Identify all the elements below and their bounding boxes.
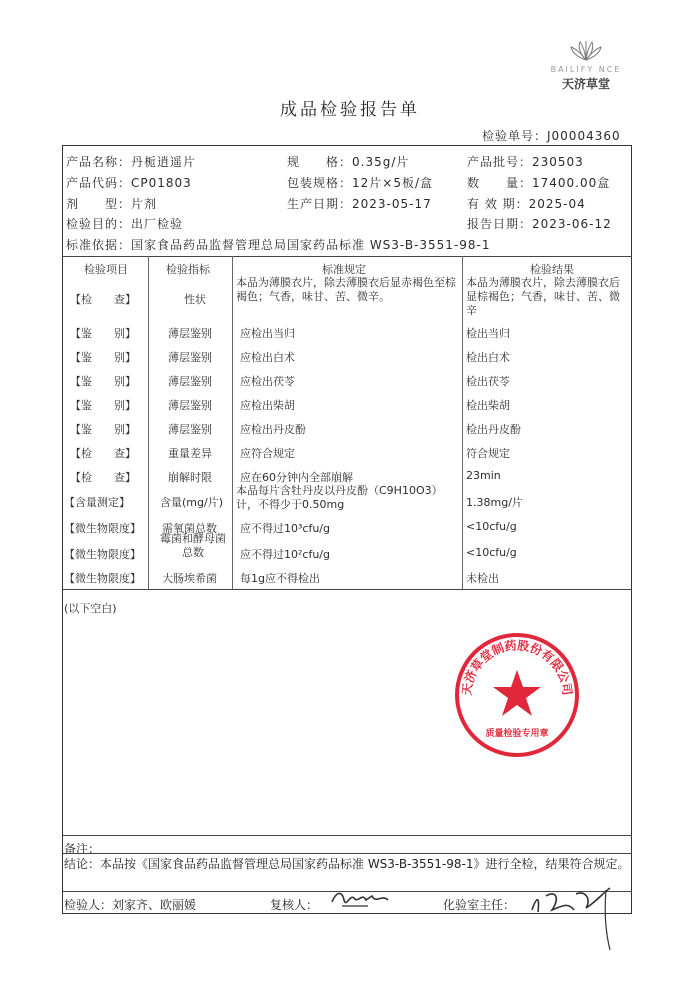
product-code: 产品代码：CP01803: [66, 176, 192, 190]
conclusion-divider: [62, 853, 632, 854]
table-row-result: 检出当归: [466, 327, 510, 340]
table-row-indicator: 崩解时限: [168, 471, 212, 484]
table-row-standard: 应检出丹皮酚: [240, 423, 306, 436]
batch-number: 产品批号：230503: [467, 155, 584, 169]
table-row-item: 【检 查】: [70, 471, 136, 484]
dosage-form: 剂 型：片剂: [66, 197, 158, 211]
table-row-indicator: 薄层鉴别: [168, 327, 212, 340]
table-row-standard: 应检出当归: [240, 327, 295, 340]
table-row-result: 检出丹皮酚: [466, 423, 521, 436]
remarks-divider: [62, 835, 632, 836]
svg-text:天济草堂制药股份有限公司: 天济草堂制药股份有限公司: [459, 638, 575, 697]
table-row-item: 【微生物限度】: [64, 548, 141, 561]
table-row-standard: 应检出柴胡: [240, 399, 295, 412]
product-spec: 规 格：0.35g/片: [287, 155, 410, 169]
table-row-result: 检出白术: [466, 351, 510, 364]
table-row-result: 符合规定: [466, 447, 510, 460]
table-row-standard: 每1g应不得检出: [240, 572, 320, 585]
table-row-item: 【微生物限度】: [64, 572, 141, 585]
table-row-item: 【含量测定】: [64, 496, 130, 509]
table-row-indicator: 大肠埃希菌: [162, 572, 217, 585]
report-number: 检验单号：J00004360: [482, 129, 621, 143]
table-row-indicator: 含量(mg/片): [160, 496, 223, 509]
package-spec: 包装规格：12片×5板/盒: [287, 176, 434, 190]
standard-basis: 标准依据：国家食品药品监督管理总局国家药品标准 WS3-B-3551-98-1: [66, 238, 491, 252]
report-date: 报告日期：2023-06-12: [467, 217, 612, 231]
remarks-label: 备注：: [64, 842, 101, 856]
expiry-date: 有 效 期：2025-04: [467, 197, 586, 211]
table-column-divider: [462, 256, 463, 589]
manufacture-date: 生产日期：2023-05-17: [287, 197, 432, 211]
inspection-purpose: 检验目的：出厂检验: [66, 217, 184, 231]
header-result: 检验结果: [530, 263, 574, 276]
table-row-result: 1.38mg/片: [466, 496, 523, 509]
seal-icon: [452, 630, 582, 760]
table-row-item: 【鉴 别】: [70, 375, 136, 388]
table-row-indicator: 需氧菌总数: [162, 522, 217, 535]
table-row-indicator: 薄层鉴别: [168, 399, 212, 412]
table-row-indicator: 薄层鉴别: [168, 423, 212, 436]
table-row-standard: 本品每片含牡丹皮以丹皮酚（C9H10O3）计，不得少于0.50mg: [236, 484, 443, 511]
header-standard: 标准规定: [322, 263, 366, 276]
table-column-divider: [148, 256, 149, 589]
table-row-standard: 应符合规定: [240, 447, 295, 460]
reviewer-label: 复核人：: [270, 898, 319, 912]
page-title: 成品检验报告单: [280, 100, 420, 120]
table-row-standard: 应不得过10²cfu/g: [240, 548, 330, 561]
table-column-divider: [232, 256, 233, 589]
table-row-item: 【检 查】: [70, 447, 136, 460]
company-logo: [538, 38, 634, 96]
table-row-result: 未检出: [466, 572, 499, 585]
table-row-standard: 应在60分钟内全部崩解: [240, 471, 353, 484]
table-row-indicator: 薄层鉴别: [168, 351, 212, 364]
table-bottom-border: [62, 589, 632, 590]
table-row-result: 23min: [466, 469, 501, 482]
table-row-indicator: 性状: [184, 293, 206, 306]
table-row-result: 检出柴胡: [466, 399, 510, 412]
table-row-item: 【鉴 别】: [70, 423, 136, 436]
inspectors: 检验人：刘家齐、欧丽媛: [64, 898, 197, 912]
table-row-indicator: 霉菌和酵母菌总数: [160, 532, 226, 559]
reviewer-signature: [328, 886, 394, 914]
table-row-standard: 应检出白术: [240, 351, 295, 364]
table-row-item: 【鉴 别】: [70, 399, 136, 412]
table-row-indicator: 薄层鉴别: [168, 375, 212, 388]
conclusion-text: 结论：本品按《国家食品药品监督管理总局国家药品标准 WS3-B-3551-98-1》进行全检，结果符合规定。: [64, 857, 630, 871]
director-signature: [526, 884, 618, 954]
quantity: 数 量：17400.00盒: [467, 176, 611, 190]
quality-inspection-stamp: [452, 630, 582, 760]
table-row-result: <10cfu/g: [466, 546, 517, 559]
blank-below-note: (以下空白): [64, 602, 117, 615]
lotus-logo-icon: [566, 38, 606, 64]
lab-director-label: 化验室主任：: [443, 898, 516, 912]
table-row-standard: 应不得过10³cfu/g: [240, 522, 330, 535]
svg-text:质量检验专用章: 质量检验专用章: [485, 729, 549, 739]
table-row-item: 【鉴 别】: [70, 351, 136, 364]
table-row-item: 【鉴 别】: [70, 327, 136, 340]
table-row-indicator: 重量差异: [168, 447, 212, 460]
table-row-standard: 应检出茯苓: [240, 375, 295, 388]
table-row-standard: 本品为薄膜衣片，除去薄膜衣后显赤褐色至棕褐色；气香，味甘、苦、微辛。: [236, 276, 456, 303]
table-row-result: <10cfu/g: [466, 520, 517, 533]
logo-english-text: BAILIFY NCE: [550, 65, 622, 74]
logo-chinese-text: 天济草堂: [561, 77, 610, 91]
table-row-result: 本品为薄膜衣片，除去薄膜衣后显棕褐色；气香，味甘、苦、微辛: [466, 276, 620, 317]
header-indicator: 检验指标: [166, 263, 210, 276]
table-row-item: 【微生物限度】: [64, 522, 141, 535]
header-item: 检验项目: [84, 263, 128, 276]
table-row-result: 检出茯苓: [466, 375, 510, 388]
table-row-item: 【检 查】: [70, 293, 136, 306]
product-name: 产品名称：丹栀逍遥片: [66, 155, 197, 169]
